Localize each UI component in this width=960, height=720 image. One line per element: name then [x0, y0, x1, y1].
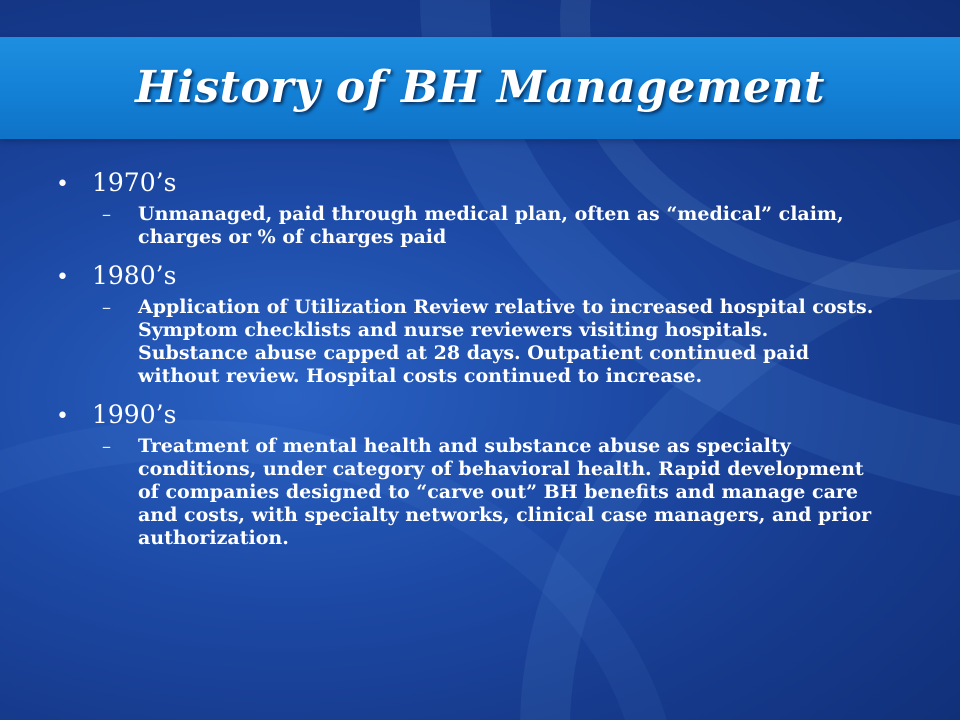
- list-item-1970s: [56, 168, 896, 249]
- dash-icon: –: [102, 436, 111, 457]
- decade-heading: 1970’s: [92, 168, 177, 197]
- list-item-head: [56, 261, 896, 290]
- title-band: [0, 37, 960, 139]
- list-item-head: [56, 400, 896, 429]
- sub-item: [102, 296, 896, 388]
- sub-item-text: Application of Utilization Review relative to increased hospital costs. Symptom checklists and nurse reviewers visiting hospitals. Substance abuse capped at 28 days. Outpatient continued paid without review. Hospital costs continued to increase.: [138, 296, 874, 387]
- bullet-icon: •: [56, 404, 69, 429]
- dash-icon: –: [102, 204, 111, 225]
- dash-icon: –: [102, 297, 111, 318]
- slide-title: History of BH Management: [135, 62, 825, 113]
- bullet-icon: •: [56, 265, 69, 290]
- sub-item-text: Unmanaged, paid through medical plan, often as “medical” claim, charges or % of charges paid: [138, 203, 844, 248]
- list-item-head: [56, 168, 896, 197]
- sub-item: [102, 435, 896, 550]
- sub-item: [102, 203, 896, 249]
- list-item-1980s: [56, 261, 896, 388]
- bullet-icon: •: [56, 172, 69, 197]
- decade-heading: 1990’s: [92, 400, 177, 429]
- bullet-list: [56, 168, 896, 562]
- sub-item-text: Treatment of mental health and substance abuse as specialty conditions, under category of behavioral health. Rapid development of companies designed to “carve out” BH benefits and manage care and costs, with specialty networks, clinical case managers, and prior authorization.: [138, 435, 872, 549]
- decade-heading: 1980’s: [92, 261, 177, 290]
- list-item-1990s: [56, 400, 896, 550]
